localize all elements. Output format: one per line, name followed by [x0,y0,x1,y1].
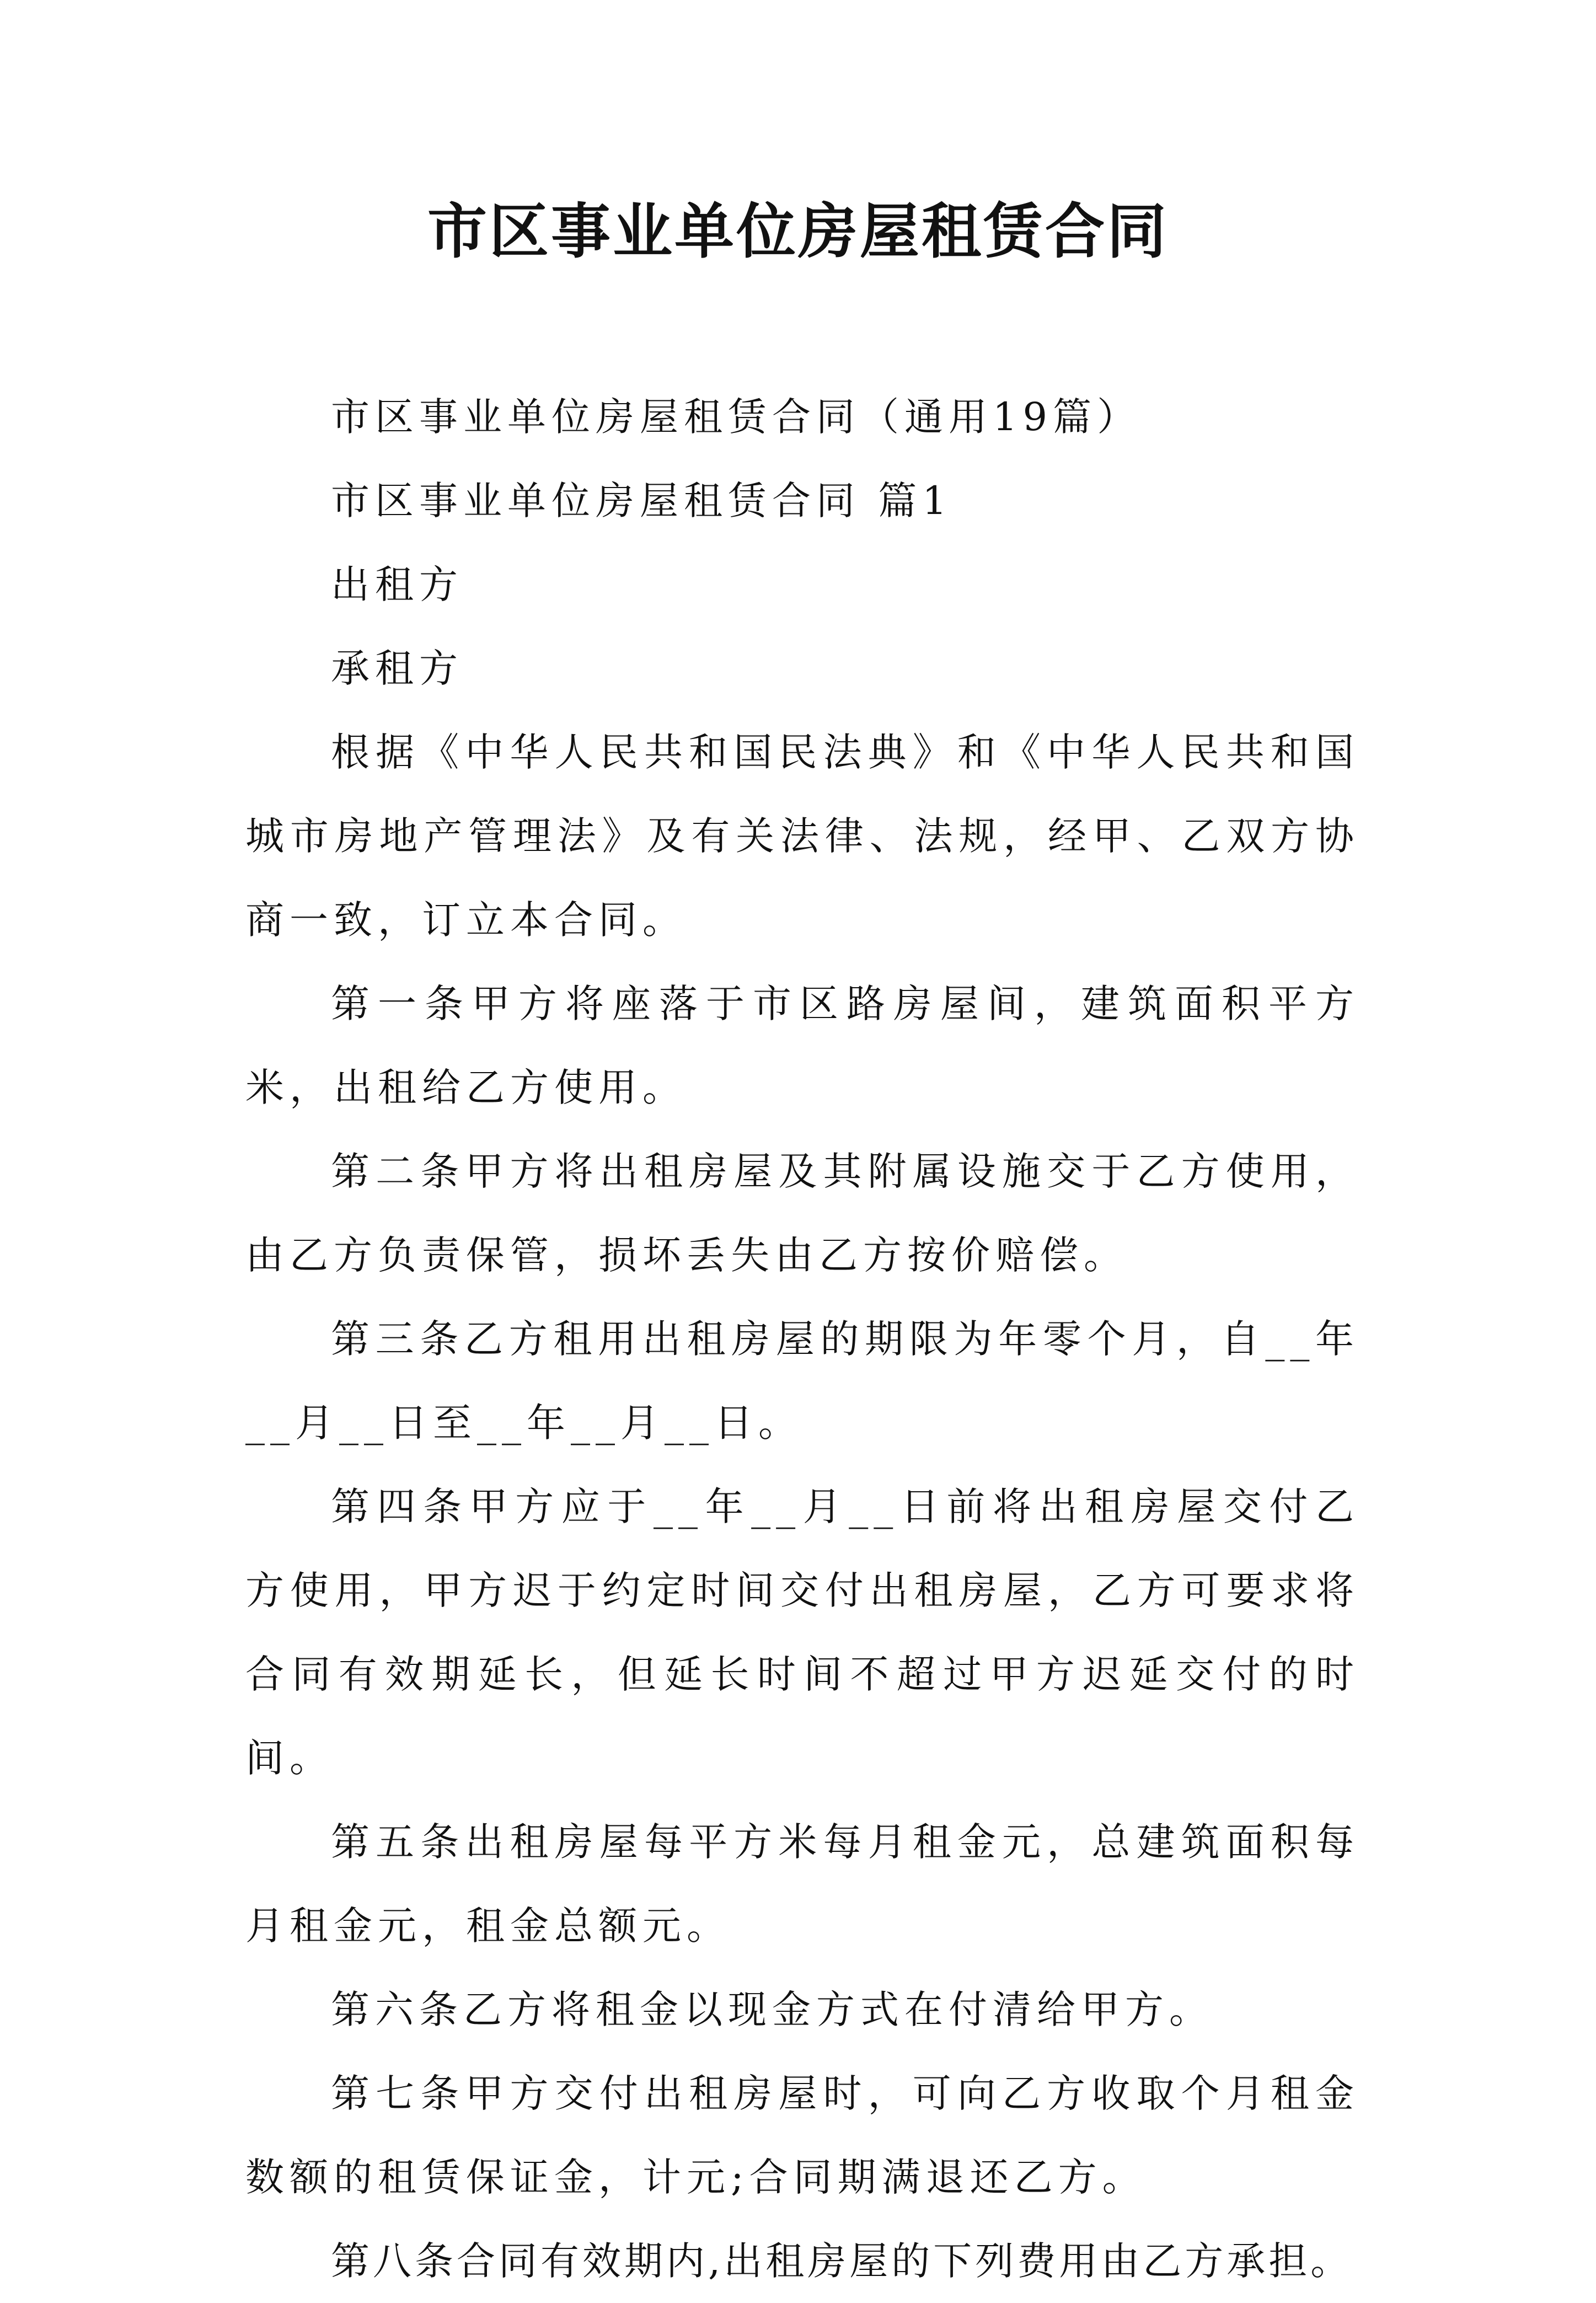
paragraph-preamble: 根据《中华人民共和国民法典》和《中华人民共和国城市房地产管理法》及有关法律、法规，经甲、乙双方协商一致，订立本合同。 [245,730,1359,942]
document-body [245,375,1359,2303]
document-title: 市区事业单位房屋租赁合同 [427,197,1169,266]
paragraph-subtitle: 市区事业单位房屋租赁合同（通用19篇） [331,394,1142,440]
paragraph-article-6: 第六条乙方将租金以现金方式在付清给甲方。 [331,1987,1213,2032]
paragraph-article-4: 第四条甲方应于__年__月__日前将出租房屋交付乙方使用，甲方迟于约定时间交付出租房屋，乙方可要求将合同有效期延长，但延长时间不超过甲方迟延交付的时间。 [245,1484,1359,1781]
paragraph-article-8: 第八条合同有效期内,出租房屋的下列费用由乙方承担。 [331,2238,1353,2284]
paragraph-article-5: 第五条出租房屋每平方米每月租金元，总建筑面积每月租金元，租金总额元。 [245,1819,1359,1948]
paragraph-lessee: 承租方 [331,646,463,691]
paragraph-article-7: 第七条甲方交付出租房屋时，可向乙方收取个月租金数额的租赁保证金，计元;合同期满退还乙方。 [245,2071,1359,2200]
paragraph-article-1: 第一条甲方将座落于市区路房屋间，建筑面积平方米，出租给乙方使用。 [245,981,1359,1110]
paragraph-article-3: 第三条乙方租用出租房屋的期限为年零个月，自__年__月__日至__年__月__日。 [245,1316,1359,1445]
paragraph-section-heading: 市区事业单位房屋租赁合同 篇1 [331,478,952,523]
paragraph-article-2: 第二条甲方将出租房屋及其附属设施交于乙方使用，由乙方负责保管，损坏丢失由乙方按价赔偿。 [245,1149,1359,1278]
paragraph-lessor: 出租方 [331,562,463,607]
